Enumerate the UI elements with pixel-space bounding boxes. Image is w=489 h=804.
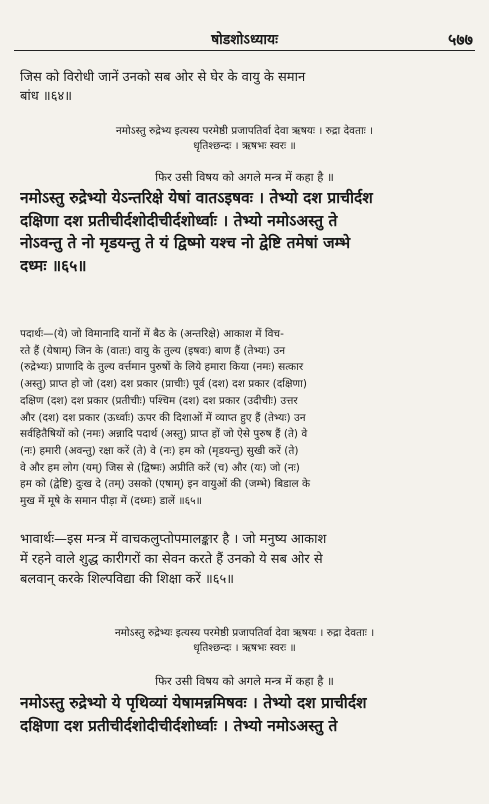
padartha-line: मुख में मूषे के समान पीड़ा में (दध्मः) डालें ॥६५॥ <box>20 495 202 508</box>
mantra-line: दध्मः ॥६५॥ <box>20 256 87 275</box>
page-number: ५७७ <box>448 30 473 49</box>
mantra-intro-1: फिर उसी विषय को अगले मन्त्र में कहा है ॥ <box>155 170 334 184</box>
meta-line: नमोऽस्तु रुद्रेभ्यः इत्यस्य परमेष्ठी प्रजापतिर्वा देवा ऋषयः । रुद्रा देवताः । <box>114 627 375 639</box>
padartha-line: (अस्तु) प्राप्त हो जो (दश) दश प्रकार (प्राचीः) पूर्व (दश) दश प्रकार (दक्षिणा) <box>20 378 307 391</box>
continued-text <box>20 68 469 106</box>
padartha-line: पदार्थः—(ये) जो विमानादि यानों में बैठ के (अन्तरिक्षे) आकाश में विच- <box>20 328 284 340</box>
meta-line: नमोऽस्तु रुद्रेभ्य इत्यस्य परमेष्ठी प्रजापतिर्वा देवा ऋषयः । रुद्रा देवताः । <box>115 125 374 137</box>
padartha-section <box>20 326 469 510</box>
text-line: जिस को विरोधी जानें उनको सब ओर से घेर के वायु के समान <box>20 70 306 85</box>
bhavartha-line: में रहने वाले शुद्ध कारीगरों का सेवन करते हैं उनको ये सब ओर से <box>20 552 323 567</box>
mantra-line: दक्षिणा दश प्रतीचीर्दशोदीचीर्दशोर्ध्वाः । तेभ्यो नमोऽअस्तु ते <box>20 716 338 735</box>
text-line: बांध ॥६४॥ <box>20 89 73 104</box>
meta-line: धृतिश्छन्दः । ऋषभः स्वरः ॥ <box>193 140 296 152</box>
mantra-2 <box>20 692 469 737</box>
bhavartha-line: बलवान् करके शिल्पविद्या की शिक्षा करें ॥६५॥ <box>20 572 235 587</box>
page-header <box>14 28 475 51</box>
mantra-line: नमोऽस्तु रुद्रेभ्यो येऽन्तरिक्षे येषां वातऽइषवः । तेभ्यो दश प्राचीर्दश <box>20 189 373 207</box>
mantra-1 <box>20 187 469 277</box>
mantra-line: नोऽवन्तु ते नो मृडयन्तु ते यं द्विष्मो यश्च नो द्वेष्टि तमेषां जम्भे <box>20 234 351 252</box>
mantra-metadata-1 <box>20 124 469 154</box>
mantra-intro-2: फिर उसी विषय को अगले मन्त्र में कहा है ॥ <box>155 674 334 688</box>
padartha-line: सर्वहितैषियों को (नमः) अन्नादि पदार्थ (अस्तु) प्राप्त हों जो ऐसे पुरुष हैं (ते) वे <box>20 428 308 441</box>
padartha-line: रते हैं (येषाम्) जिन के (वातः) वायु के तुल्य (इषवः) बाण हैं (तेभ्यः) उन <box>20 344 286 357</box>
padartha-line: वे और हम लोग (यम्) जिस से (द्विष्मः) अप्रीति करें (च) और (यः) जो (नः) <box>20 461 300 474</box>
mantra-metadata-2 <box>20 626 469 656</box>
bhavartha-section <box>20 530 469 590</box>
mantra-line: नमोऽस्तु रुद्रेभ्यो ये पृथिव्यां येषामन्नमिषवः । तेभ्यो दश प्राचीर्दश <box>20 694 367 712</box>
bhavartha-line: भावार्थः—इस मन्त्र में वाचकलुप्तोपमालङ्कार है । जो मनुष्य आकाश <box>20 532 327 547</box>
padartha-line: दक्षिण (दश) दश प्रकार (प्रतीचीः) पश्चिम (दश) दश प्रकार (उदीचीः) उत्तर <box>20 394 298 407</box>
padartha-line: और (दश) दश प्रकार (ऊर्ध्वाः) ऊपर की दिशाओं में व्याप्त हुए हैं (तेभ्यः) उन <box>20 411 306 424</box>
meta-line: धृतिश्छन्दः । ऋषभः स्वरः ॥ <box>193 642 296 654</box>
mantra-line: दक्षिणा दश प्रतीचीर्दशोदीचीर्दशोर्ध्वाः । तेभ्यो नमोऽअस्तु ते <box>20 211 338 230</box>
chapter-title: षोडशोऽध्यायः <box>211 32 278 48</box>
padartha-line: (रुद्रेभ्यः) प्राणादि के तुल्य वर्त्तमान पुरुषों के लिये हमारा किया (नमः) सत्कार <box>20 361 304 374</box>
padartha-line: हम को (द्वेष्टि) दुःख दे (तम्) उसको (एषाम्) इन वायुओं की (जम्भे) बिडाल के <box>20 478 311 491</box>
padartha-line: (नः) हमारी (अवन्तु) रक्षा करें (ते) वे (नः) हम को (मृडयन्तु) सुखी करें (ते) <box>20 444 299 457</box>
